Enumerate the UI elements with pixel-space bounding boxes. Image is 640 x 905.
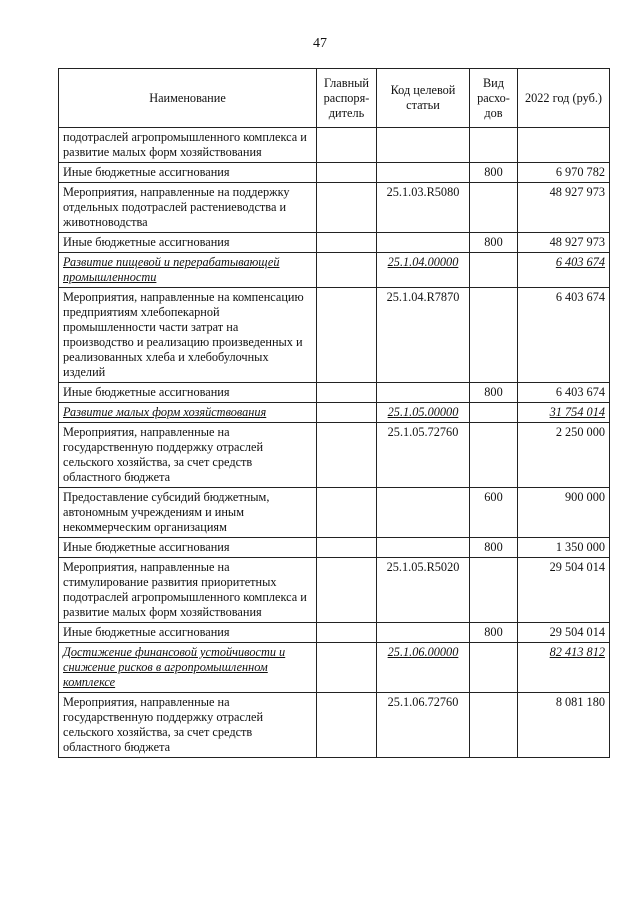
cell-code — [377, 383, 470, 403]
cell-name: Мероприятия, направленные на государственную поддержку отраслей сельского хозяйства, за счет средств областного бюджета — [59, 423, 317, 488]
cell-sum: 900 000 — [518, 488, 610, 538]
cell-glavny — [317, 558, 377, 623]
cell-glavny — [317, 623, 377, 643]
cell-name: Развитие малых форм хозяйствования — [59, 403, 317, 423]
table-row — [59, 183, 610, 233]
budget-table — [58, 68, 610, 758]
page-number: 47 — [313, 36, 327, 51]
table-row — [59, 128, 610, 163]
cell-vid: 800 — [470, 623, 518, 643]
cell-sum: 6 970 782 — [518, 163, 610, 183]
cell-sum: 6 403 674 — [518, 253, 610, 288]
cell-vid: 800 — [470, 233, 518, 253]
header-name: Наименование — [59, 69, 317, 128]
header-sum: 2022 год (руб.) — [518, 69, 610, 128]
cell-glavny — [317, 403, 377, 423]
table-row — [59, 163, 610, 183]
cell-name: Иные бюджетные ассигнования — [59, 233, 317, 253]
cell-name: Иные бюджетные ассигнования — [59, 163, 317, 183]
cell-sum: 6 403 674 — [518, 288, 610, 383]
cell-name: Мероприятия, направленные на стимулирование развития приоритетных подотраслей агропромышленного комплекса и развитие малых форм хозяйствования — [59, 558, 317, 623]
table-row — [59, 253, 610, 288]
cell-glavny — [317, 538, 377, 558]
table-row — [59, 383, 610, 403]
cell-code: 25.1.04.00000 — [377, 253, 470, 288]
cell-name: Развитие пищевой и перерабатывающей промышленности — [59, 253, 317, 288]
cell-sum: 31 754 014 — [518, 403, 610, 423]
table-row — [59, 403, 610, 423]
cell-glavny — [317, 163, 377, 183]
cell-code: 25.1.05.R5020 — [377, 558, 470, 623]
header-glavny: Главный распоря-дитель — [317, 69, 377, 128]
cell-name: Предоставление субсидий бюджетным, автономным учреждениям и иным некоммерческим организациям — [59, 488, 317, 538]
cell-vid: 800 — [470, 383, 518, 403]
cell-code: 25.1.05.72760 — [377, 423, 470, 488]
cell-glavny — [317, 253, 377, 288]
cell-glavny — [317, 693, 377, 758]
cell-glavny — [317, 288, 377, 383]
cell-sum: 1 350 000 — [518, 538, 610, 558]
cell-vid — [470, 253, 518, 288]
cell-vid: 800 — [470, 538, 518, 558]
cell-sum: 29 504 014 — [518, 623, 610, 643]
cell-vid — [470, 643, 518, 693]
table-row — [59, 423, 610, 488]
cell-code: 25.1.03.R5080 — [377, 183, 470, 233]
cell-name: Мероприятия, направленные на поддержку отдельных подотраслей растениеводства и животноводства — [59, 183, 317, 233]
cell-code — [377, 538, 470, 558]
cell-vid — [470, 288, 518, 383]
table-row — [59, 643, 610, 693]
cell-vid — [470, 423, 518, 488]
cell-glavny — [317, 423, 377, 488]
cell-sum: 48 927 973 — [518, 183, 610, 233]
header-vid: Вид расхо-дов — [470, 69, 518, 128]
cell-glavny — [317, 128, 377, 163]
cell-glavny — [317, 488, 377, 538]
cell-name: Достижение финансовой устойчивости и снижение рисков в агропромышленном комплексе — [59, 643, 317, 693]
cell-code: 25.1.04.R7870 — [377, 288, 470, 383]
cell-vid: 800 — [470, 163, 518, 183]
cell-name: Мероприятия, направленные на государственную поддержку отраслей сельского хозяйства, за счет средств областного бюджета — [59, 693, 317, 758]
cell-code: 25.1.06.00000 — [377, 643, 470, 693]
cell-vid: 600 — [470, 488, 518, 538]
cell-code — [377, 623, 470, 643]
cell-vid — [470, 183, 518, 233]
cell-sum — [518, 128, 610, 163]
table-row — [59, 538, 610, 558]
cell-glavny — [317, 643, 377, 693]
cell-vid — [470, 128, 518, 163]
table-row — [59, 488, 610, 538]
cell-sum: 82 413 812 — [518, 643, 610, 693]
table-row — [59, 288, 610, 383]
cell-name: подотраслей агропромышленного комплекса и развитие малых форм хозяйствования — [59, 128, 317, 163]
cell-name: Иные бюджетные ассигнования — [59, 623, 317, 643]
cell-sum: 48 927 973 — [518, 233, 610, 253]
cell-name: Иные бюджетные ассигнования — [59, 538, 317, 558]
table-row — [59, 558, 610, 623]
table-row — [59, 623, 610, 643]
header-code: Код целевой статьи — [377, 69, 470, 128]
cell-sum: 2 250 000 — [518, 423, 610, 488]
cell-code — [377, 488, 470, 538]
table-header-row — [59, 69, 610, 128]
cell-sum: 29 504 014 — [518, 558, 610, 623]
cell-name: Иные бюджетные ассигнования — [59, 383, 317, 403]
cell-vid — [470, 403, 518, 423]
cell-name: Мероприятия, направленные на компенсацию предприятиям хлебопекарной промышленности части затрат на производство и реализацию произведенных и реализованных хлеба и хлебобулочных изделий — [59, 288, 317, 383]
cell-code: 25.1.05.00000 — [377, 403, 470, 423]
cell-code: 25.1.06.72760 — [377, 693, 470, 758]
cell-vid — [470, 558, 518, 623]
table-row — [59, 233, 610, 253]
cell-sum: 6 403 674 — [518, 383, 610, 403]
cell-code — [377, 163, 470, 183]
cell-sum: 8 081 180 — [518, 693, 610, 758]
cell-glavny — [317, 233, 377, 253]
cell-glavny — [317, 183, 377, 233]
cell-vid — [470, 693, 518, 758]
cell-code — [377, 233, 470, 253]
cell-glavny — [317, 383, 377, 403]
cell-code — [377, 128, 470, 163]
table-row — [59, 693, 610, 758]
